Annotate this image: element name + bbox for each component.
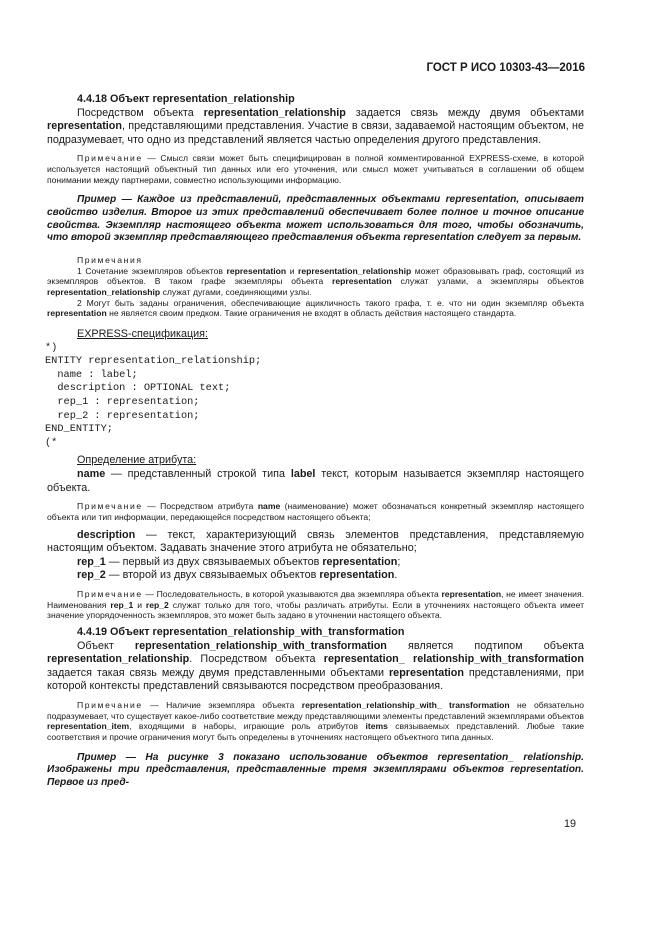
text-run: — текст, характеризующий связь элементов представления, представляемую настоящим объектом. Задавать значение этого атрибута не обязательно; [47, 528, 584, 555]
bold-term: representation_relationship [47, 286, 161, 297]
attribute-definition-label: Определение атрибута: [77, 454, 197, 467]
document-header: ГОСТ Р ИСО 10303-43—2016 [426, 62, 585, 74]
code-line: rep_2 : representation; [45, 409, 200, 422]
bold-term: representation [332, 276, 392, 287]
text-run: и [133, 599, 146, 610]
page-content [47, 93, 584, 790]
text-run: текст, которым называется экземпляр настоящего объекта. [47, 468, 584, 494]
example-figure-3: Пример — На рисунке 3 показано использование объектов representation_ relationship. Изображены три представления, представленные тремя экземплярами объектов representation. Первое из пред- [47, 751, 584, 789]
bold-term: label [290, 468, 316, 481]
bold-term: representation_ relationship_with_transformation [323, 653, 584, 666]
bold-term: description [77, 528, 136, 541]
text-run: не является своим предком. Такие ограничения не входят в область действия настоящего стандарта. [106, 308, 517, 319]
bold-term: representation [226, 265, 287, 276]
note-graph [47, 266, 584, 298]
bold-term: name [77, 468, 106, 481]
text-run: представлениями, при которой контексты представлений связываются посредством преобразования. [47, 666, 584, 693]
bold-term: representation_relationship [47, 653, 190, 666]
text-run: Объект [77, 639, 135, 652]
code-line: (* [45, 436, 58, 449]
bold-term: representation [319, 569, 395, 582]
text-run: . [394, 569, 398, 582]
text-run: (наименование) может обозначаться конкретный экземпляр настоящего объекта или тип информации, передающейся посредством настоящего объекта; [47, 501, 584, 522]
bold-term: representation_relationship_with_transformation [134, 639, 387, 652]
note-acyclic [47, 298, 584, 319]
section-4-4-18-title: 4.4.18 Объект representation_relationship [77, 93, 295, 105]
text-run: является подтипом объекта [386, 639, 584, 652]
text-run: служат только для того, чтобы различать атрибуты. Если в уточнениях настоящего объекта имеет значение упорядоченность экземпляров, это может быть задано в уточнении настоящего объекта. [47, 599, 585, 621]
note-label: Примечание [77, 700, 143, 711]
bold-term: representation [47, 120, 122, 133]
text-run: и [286, 265, 299, 276]
note-label: Примечание [77, 588, 143, 599]
text-run: — первый из двух связываемых объектов [105, 555, 323, 568]
text-run: Посредством объекта [77, 106, 204, 119]
section-4-4-18-intro [47, 107, 584, 148]
code-line: rep_1 : representation; [45, 396, 200, 409]
text-run: . Посредством объекта [189, 653, 324, 666]
bold-term: representation [441, 588, 502, 599]
bold-term: representation [47, 308, 107, 319]
text-run: связываемых представлений. Любые такие соответствия и прочие ограничения могут быть определены в уточнениях настоящего объектного типа данных. [47, 721, 584, 743]
bold-term: name [257, 501, 281, 512]
code-line: *) [45, 341, 58, 354]
text-run: , представляющими представления. Участие в связи, задаваемой настоящим объектом, не подразумевает, что одно из представлений является частью определения другого представления. [47, 120, 584, 146]
text-run: может образовывать граф, состоящий из экземпляров объектов. В таком графе экземпляры объекта [47, 265, 584, 287]
text-run: — Последовательность, в которой указываются два экземпляра объекта [142, 588, 442, 599]
bold-term: representation_relationship [298, 265, 412, 276]
text-run: — второй из двух связываемых объектов [105, 569, 320, 582]
text-run: 2 Могут быть заданы ограничения, обеспечивающие ацикличность такого графа, т. е. что ни один экземпляр объекта [77, 297, 584, 308]
note-name [47, 501, 584, 522]
bold-term: rep_2 [145, 599, 169, 610]
bold-term: representation [388, 666, 464, 679]
text-run: , входящими в наборы, играющие роль атрибутов [129, 721, 366, 732]
text-run: — Наличие экземпляра объекта [142, 700, 302, 711]
page-number: 19 [564, 818, 577, 830]
express-spec-label: EXPRESS-спецификация: [77, 328, 209, 341]
code-line: ENTITY representation_relationship; [45, 355, 262, 368]
text-run: служат дугами, соединяющими узлы. [160, 286, 312, 297]
bold-term: representation [322, 555, 398, 568]
example-1: Пример — Каждое из представлений, представленных объектами representation, описывает свойство изделия. Второе из этих представлений обеспечивает более полное и точное описание свойства. Экземпляр настоящего объекта может использоваться для того, чтобы обозначить, что второй экземпляр представляющего представления объекта representation следует за первым. [47, 194, 584, 244]
text-run: — Посредством атрибута [142, 501, 258, 512]
text-run: не обязательно подразумевает, что существует какое-либо соответствие между представляющими элементы представлений экземплярами объектов [47, 700, 584, 721]
bold-term: representation_item [47, 721, 130, 732]
text-run: служат узлами, а экземпляры объектов [391, 276, 584, 287]
text-run: , не имеет значения. Наименования [47, 588, 584, 610]
bold-term: rep_1 [77, 555, 106, 568]
attr-description-def [47, 529, 584, 556]
code-line: END_ENTITY; [45, 423, 113, 436]
code-line: description : OPTIONAL text; [45, 382, 231, 395]
express-code-block [45, 342, 584, 451]
section-4-4-19-title: 4.4.19 Объект representation_relationship_with_transformation [77, 626, 405, 639]
attr-rep2-def [47, 569, 584, 583]
note-label: Примечание [77, 501, 143, 512]
bold-term: rep_2 [77, 569, 106, 582]
bold-term: items [365, 721, 388, 732]
note-meaning [47, 153, 584, 185]
note-transformation [47, 700, 584, 743]
notes-heading: Примечания [77, 254, 143, 265]
text-run: задается такая связь между двумя представленными объектами [47, 666, 389, 679]
attr-rep1-def [47, 556, 584, 570]
text-run: — Смысл связи может быть специфицирован в полной комментированной EXPRESS-схеме, в которой используется настоящий объектный тип данных или его уточнения, или смысл может учитываться в соглашении об общем понимании между партнерами, совместно использующими информацию. [47, 153, 584, 185]
bold-term: rep_1 [110, 599, 134, 610]
note-label: Примечание [77, 153, 143, 164]
bold-term: representation_relationship_with_ transformation [301, 700, 510, 711]
section-4-4-19-intro [47, 640, 584, 694]
code-line: name : label; [45, 368, 138, 381]
note-sequence [47, 589, 584, 621]
text-run: ; [397, 555, 401, 568]
attr-name-def [47, 468, 584, 495]
text-run: 1 Сочетание экземпляров объектов [77, 265, 227, 276]
bold-term: representation_relationship [203, 106, 346, 119]
text-run: задается связь между двумя объектами [345, 106, 584, 119]
text-run: — представленный строкой типа [105, 468, 291, 481]
